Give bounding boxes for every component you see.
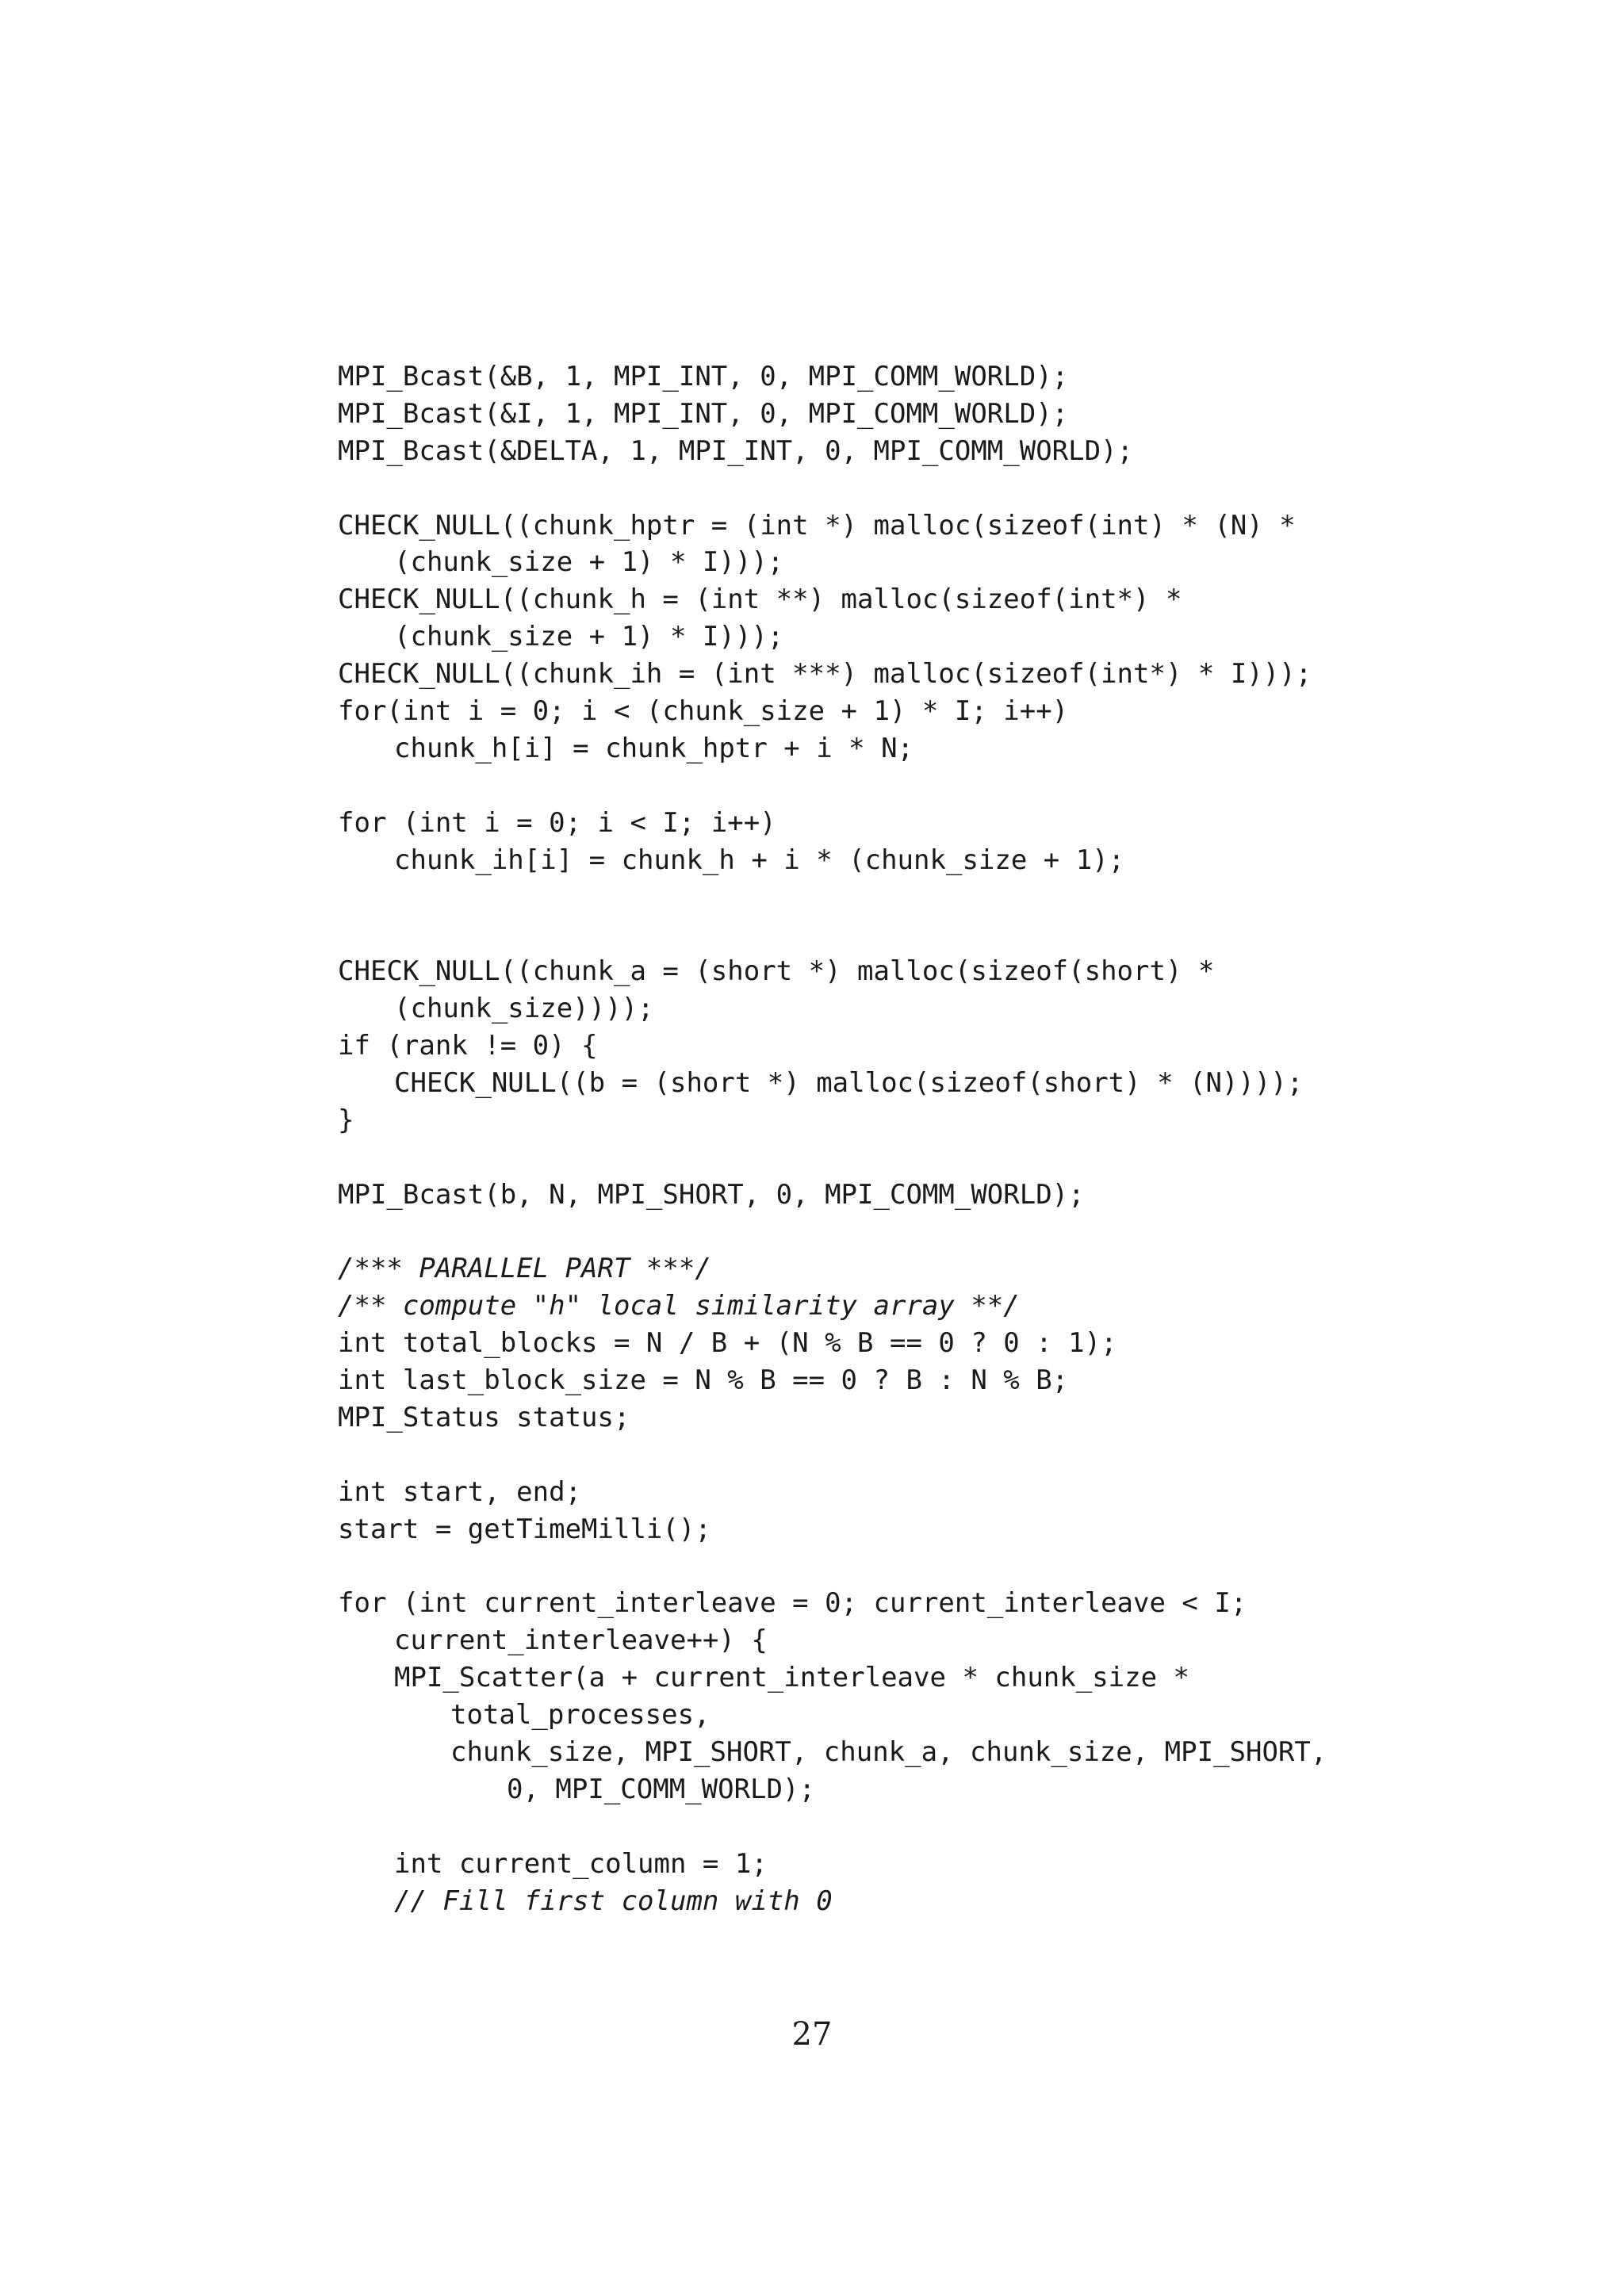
code-line: if (rank != 0) {	[338, 1030, 598, 1062]
code-line: (chunk_size + 1) * I)));	[394, 546, 784, 579]
code-line: (chunk_size))));	[394, 993, 654, 1025]
code-line: MPI_Bcast(&I, 1, MPI_INT, 0, MPI_COMM_WORLD);	[338, 397, 1069, 430]
code-line: /** compute "h" local similarity array **/	[338, 1290, 1020, 1322]
code-blank-line	[338, 1437, 1527, 1474]
code-blank-line	[338, 470, 1527, 507]
code-line: chunk_size, MPI_SHORT, chunk_a, chunk_size, MPI_SHORT,	[450, 1735, 1327, 1768]
code-line: int current_column = 1;	[394, 1847, 768, 1880]
code-blank-line	[338, 767, 1527, 805]
code-line: MPI_Status status;	[338, 1401, 630, 1433]
code-line: CHECK_NULL((chunk_h = (int **) malloc(sizeof(int*) *	[338, 584, 1182, 616]
code-blank-line	[338, 1808, 1527, 1846]
code-line: total_processes,	[450, 1699, 710, 1732]
code-line: /*** PARALLEL PART ***/	[338, 1253, 711, 1285]
code-line: for(int i = 0; i < (chunk_size + 1) * I; i++)	[338, 695, 1069, 728]
code-line: }	[338, 1104, 354, 1136]
code-line: chunk_h[i] = chunk_hptr + i * N;	[394, 732, 914, 764]
code-line: 0, MPI_COMM_WORLD);	[507, 1773, 815, 1805]
code-line: MPI_Scatter(a + current_interleave * chunk_size *	[394, 1662, 1190, 1694]
code-line: int start, end;	[338, 1475, 582, 1508]
code-line: CHECK_NULL((chunk_a = (short *) malloc(sizeof(short) *	[338, 955, 1215, 988]
code-blank-line	[338, 916, 1527, 953]
code-line: for (int current_interleave = 0; current_interleave < I;	[338, 1587, 1247, 1620]
code-line: CHECK_NULL((chunk_ih = (int ***) malloc(sizeof(int*) * I)));	[338, 658, 1312, 691]
code-line: for (int i = 0; i < I; i++)	[338, 806, 776, 839]
code-line: current_interleave++) {	[394, 1624, 768, 1657]
code-blank-line	[338, 1139, 1527, 1177]
code-line: MPI_Bcast(&DELTA, 1, MPI_INT, 0, MPI_COMM_WORLD);	[338, 434, 1134, 467]
code-blank-line	[338, 878, 1527, 916]
code-line: MPI_Bcast(&B, 1, MPI_INT, 0, MPI_COMM_WORLD);	[338, 361, 1069, 392]
code-line: CHECK_NULL((b = (short *) malloc(sizeof(short) * (N))));	[394, 1066, 1304, 1099]
code-line: int last_block_size = N % B == 0 ? B : N % B;	[338, 1364, 1069, 1397]
code-line: CHECK_NULL((chunk_hptr = (int *) malloc(sizeof(int) * (N) *	[338, 509, 1296, 541]
code-line: chunk_ih[i] = chunk_h + i * (chunk_size + 1);	[394, 844, 1125, 876]
code-line: (chunk_size + 1) * I)));	[394, 621, 784, 653]
code-line: int total_blocks = N / B + (N % B == 0 ? 0 : 1);	[338, 1327, 1117, 1360]
code-blank-line	[338, 1548, 1527, 1586]
code-line: start = getTimeMilli();	[338, 1513, 711, 1545]
code-blank-line	[338, 1213, 1527, 1250]
page-number: 27	[791, 2016, 833, 2053]
code-listing	[338, 358, 1527, 1919]
code-line: MPI_Bcast(b, N, MPI_SHORT, 0, MPI_COMM_WORLD);	[338, 1178, 1085, 1211]
code-line: // Fill first column with 0	[394, 1885, 833, 1917]
